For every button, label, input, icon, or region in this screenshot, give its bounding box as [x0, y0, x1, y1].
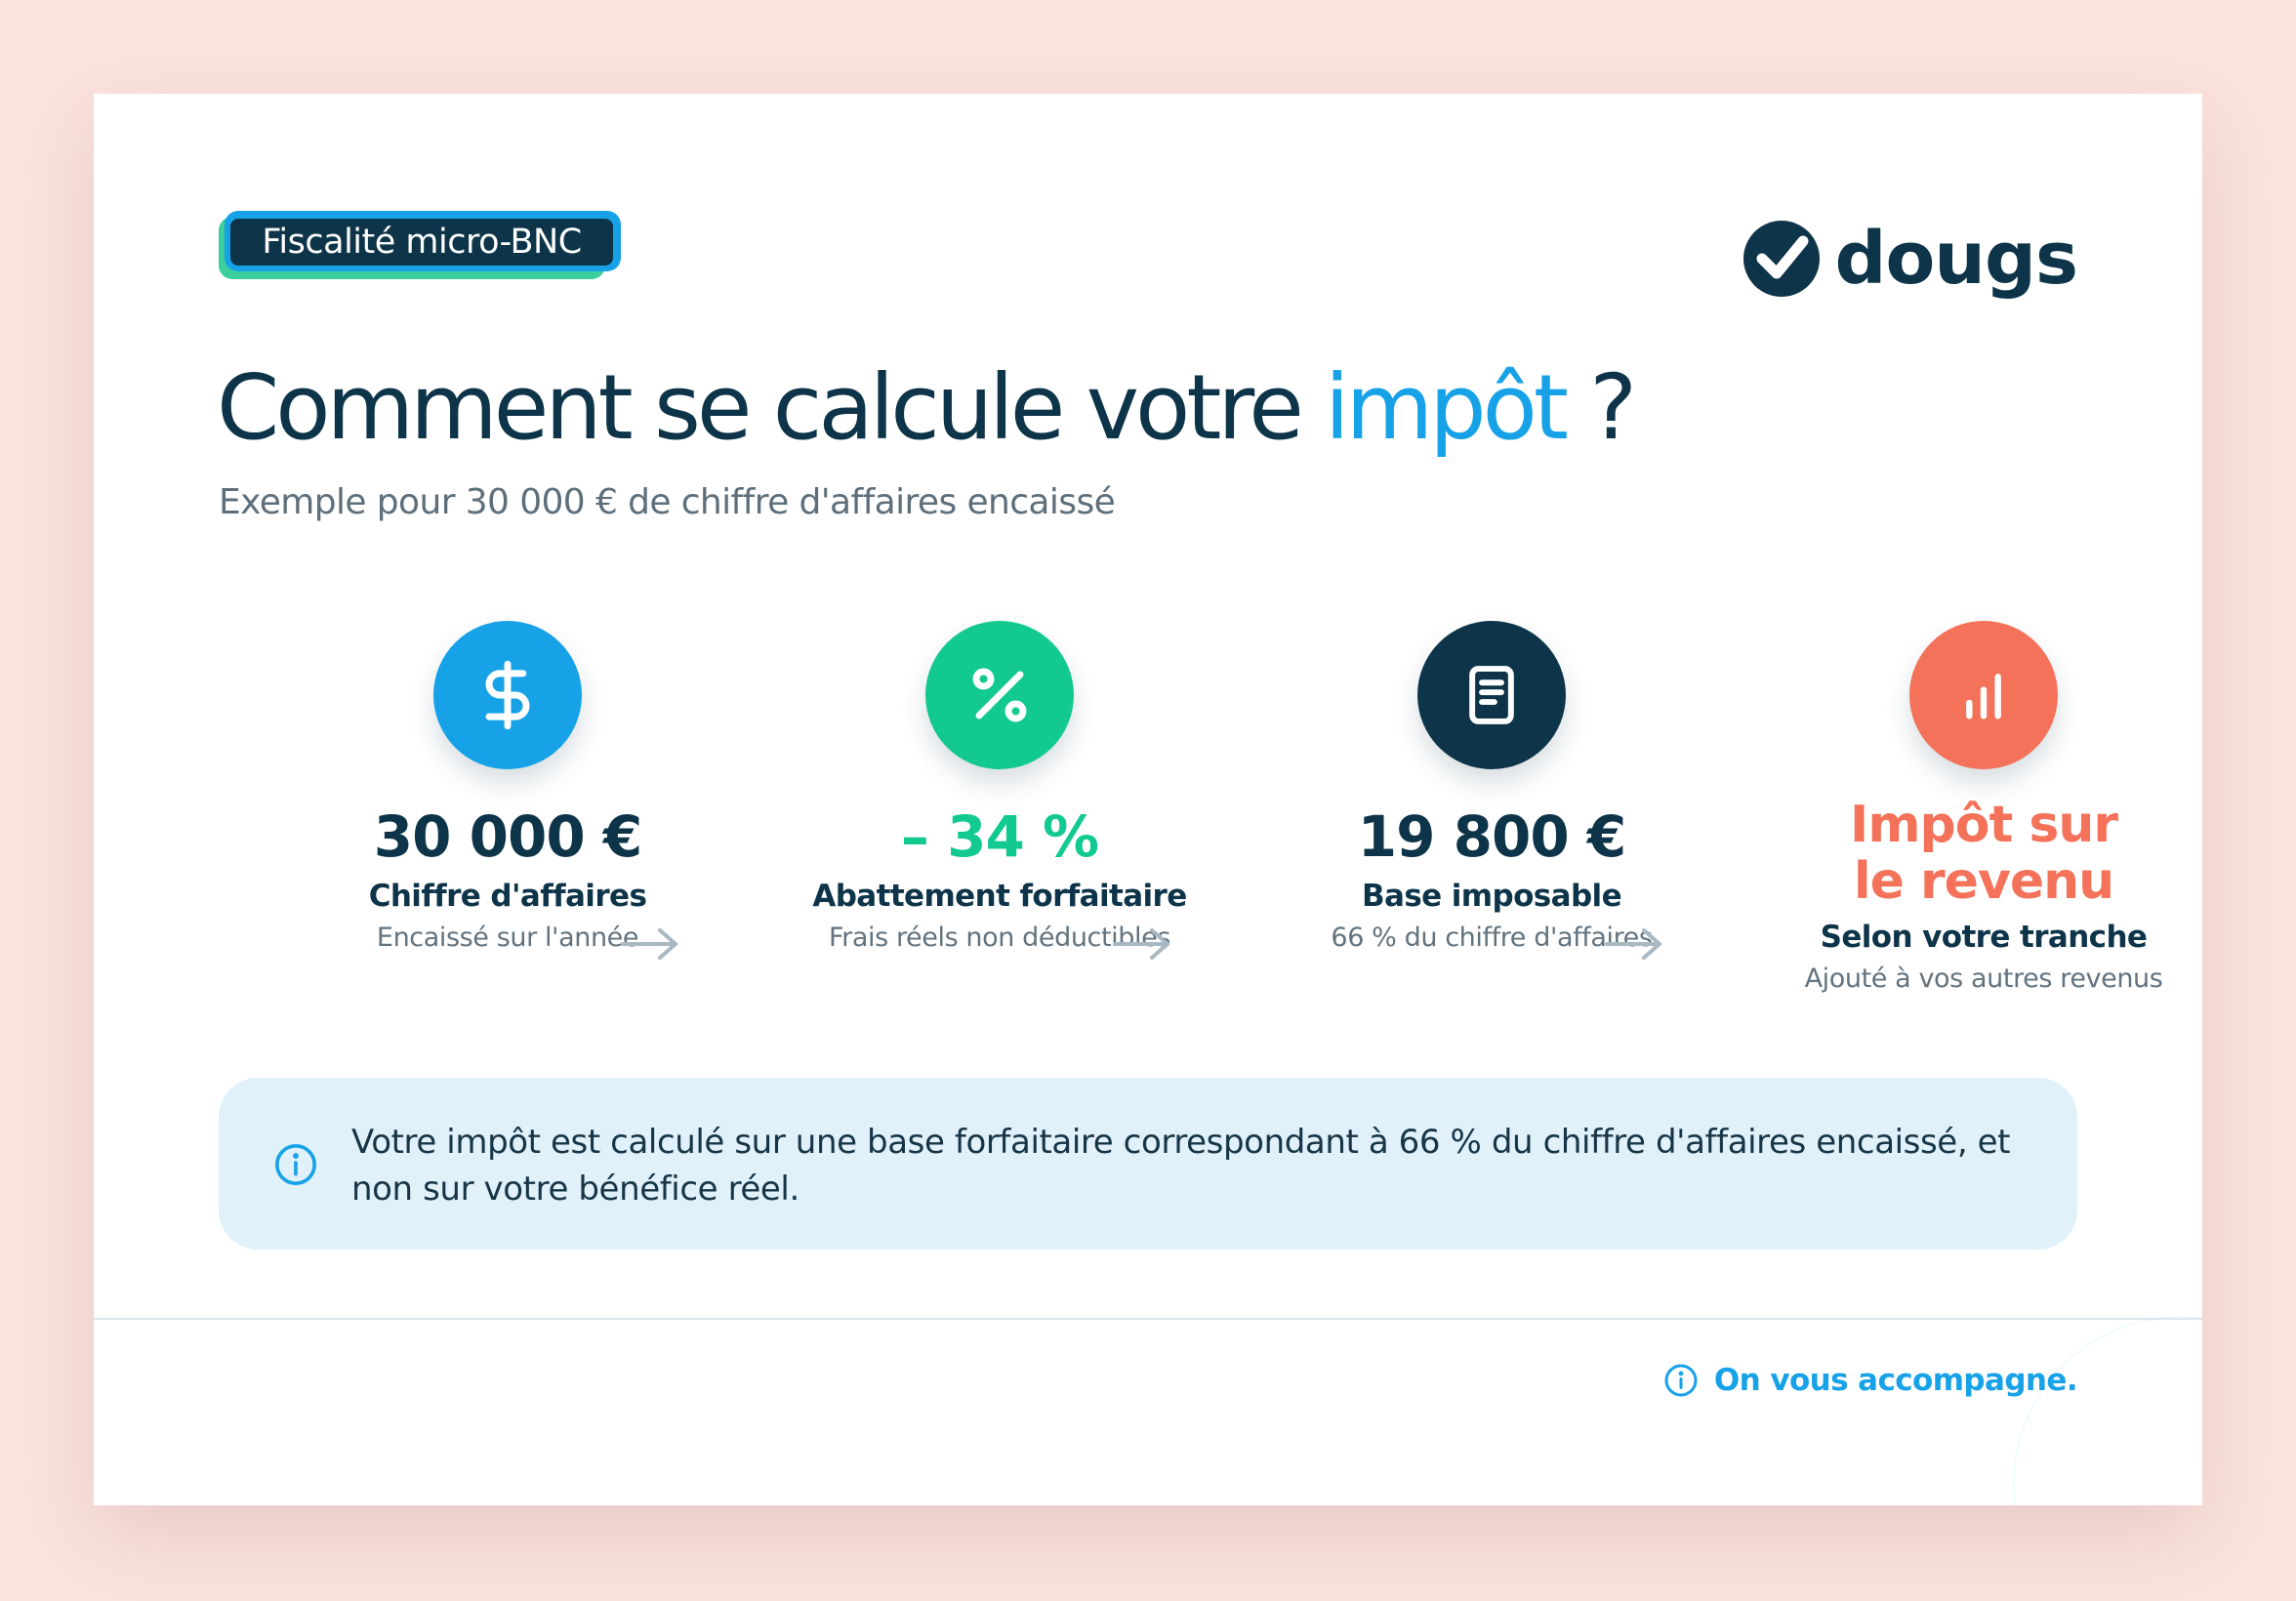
- step-revenue: [312, 621, 703, 959]
- step-icon-circle: [925, 621, 1074, 769]
- step-icon-circle: [433, 621, 582, 769]
- dollar-icon: [471, 658, 545, 732]
- step-note: Ajouté à vos autres revenus: [1804, 964, 2163, 994]
- step-icon-circle: [1909, 621, 2058, 769]
- percent-icon: [964, 660, 1035, 730]
- bar-chart-icon: [1952, 664, 2015, 726]
- arrow-right-icon: [1603, 924, 1665, 964]
- arrow-right-icon: [1111, 924, 1173, 964]
- step-deduction: [804, 621, 1195, 959]
- infographic-card: [94, 94, 2202, 1505]
- check-circle-icon: [1742, 220, 1821, 298]
- info-text: Votre impôt est calculé sur une base forfaitaire correspondant à 66 % du chiffre d'affaires encaissé, et non sur votre bénéfice réel.: [351, 1123, 2011, 1209]
- title-suffix: ?: [1564, 355, 1634, 460]
- support-link[interactable]: [1663, 1363, 2077, 1398]
- step-note: Encaissé sur l'année: [376, 923, 639, 953]
- support-link-label: On vous accompagne.: [1713, 1363, 2077, 1398]
- title-prefix: Comment se calcule votre: [217, 355, 1326, 460]
- step-income-tax: [1788, 621, 2179, 1000]
- step-label: Abattement forfaitaire: [812, 879, 1187, 914]
- step-taxable-base: [1296, 621, 1687, 959]
- step-value-line2: le revenu: [1853, 852, 2114, 911]
- step-value: 30 000 €: [373, 803, 642, 870]
- info-callout: [219, 1078, 2077, 1250]
- page-title: [217, 349, 1633, 467]
- step-value: – 34 %: [900, 803, 1099, 870]
- logo-wordmark: dougs: [1834, 217, 2077, 301]
- badge-label: Fiscalité micro-BNC: [230, 219, 613, 266]
- step-note: Frais réels non déductibles: [828, 923, 1171, 953]
- footer-divider: [94, 1318, 2202, 1320]
- step-label: Base imposable: [1361, 879, 1622, 914]
- page-subtitle: Exemple pour 30 000 € de chiffre d'affaires encaissé: [219, 482, 1116, 522]
- document-icon: [1458, 662, 1525, 728]
- step-value: [1788, 797, 2179, 910]
- arrow-right-icon: [619, 924, 681, 964]
- title-highlight: impôt: [1325, 355, 1565, 460]
- step-label: Chiffre d'affaires: [368, 879, 647, 914]
- info-icon: [273, 1142, 318, 1187]
- step-note: 66 % du chiffre d'affaires: [1331, 923, 1653, 953]
- step-label: Selon votre tranche: [1820, 920, 2148, 955]
- step-icon-circle: [1417, 621, 1566, 769]
- step-value: 19 800 €: [1357, 803, 1626, 870]
- category-badge: [219, 211, 621, 281]
- dougs-logo[interactable]: [1742, 215, 2077, 303]
- info-icon: [1663, 1363, 1699, 1398]
- step-value-line1: Impôt sur: [1849, 796, 2118, 854]
